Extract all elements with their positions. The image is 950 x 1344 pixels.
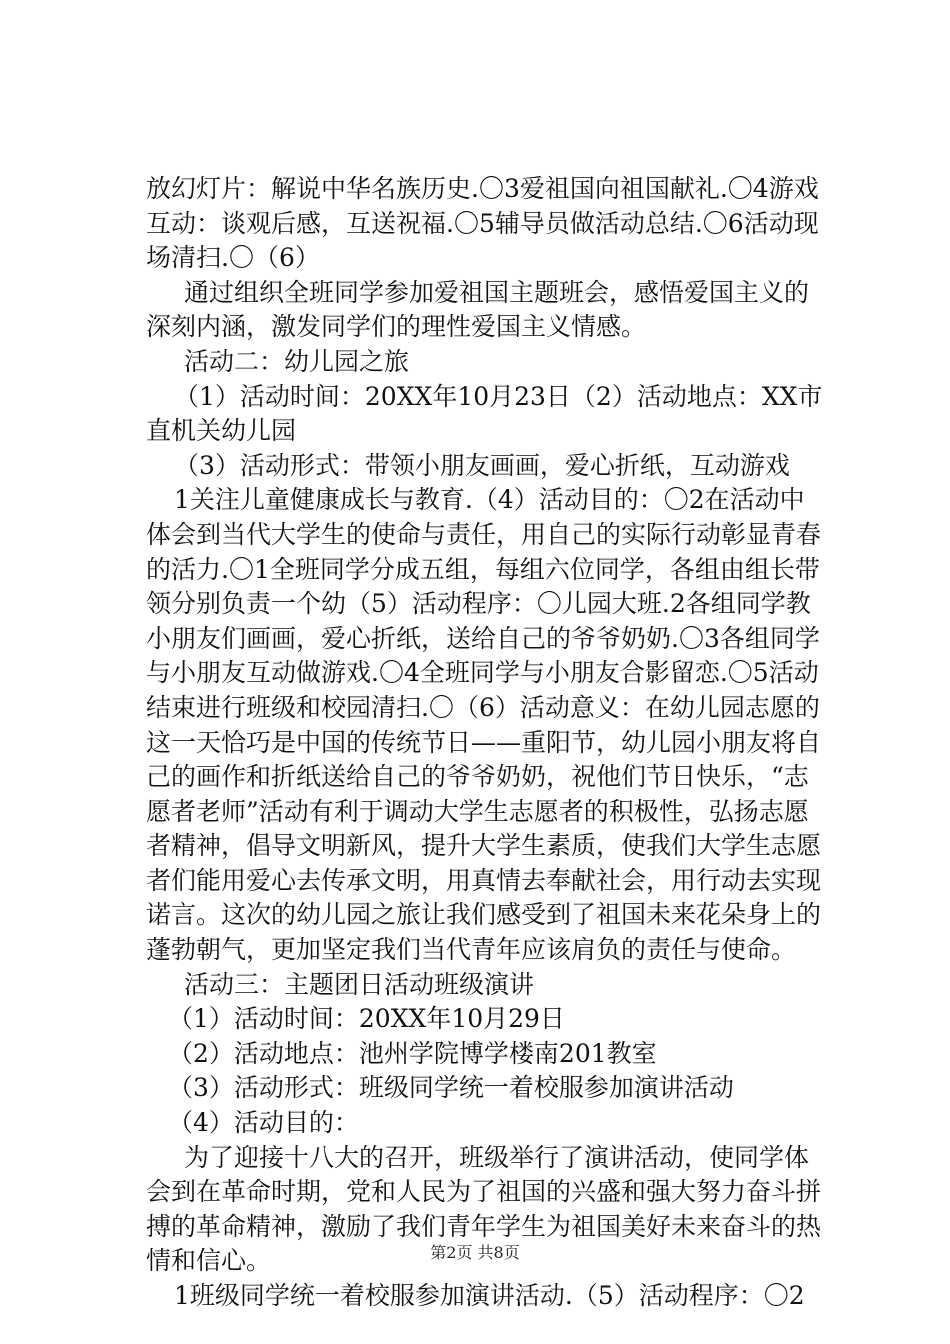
- text-line: 小朋友们画画，爱心折纸，送给自己的爷爷奶奶.〇3各组同学: [146, 623, 820, 653]
- text-line: 1关注儿童健康成长与教育.（4）活动目的：〇2在活动中: [174, 485, 805, 515]
- text-line: 场清扫.〇（6）: [146, 243, 320, 273]
- text-line: 的活力.〇1全班同学分成五组，每组六位同学，各组由组长带: [146, 554, 820, 584]
- text-line: （1）活动时间：20XX年10月29日: [168, 1004, 565, 1034]
- text-line: 领分别负责一个幼（5）活动程序：〇儿园大班.2各组同学教: [146, 589, 811, 619]
- text-line: 体会到当代大学生的使命与责任，用自己的实际行动彰显青春: [146, 519, 822, 549]
- text-line: 深刻内涵，激发同学们的理性爱国主义情感。: [146, 312, 647, 342]
- text-line: 诺言。这次的幼儿园之旅让我们感受到了祖国未来花朵身上的: [146, 900, 822, 930]
- text-line: 直机关幼儿园: [146, 416, 297, 446]
- text-line: 蓬勃朝气，更加坚定我们当代青年应该肩负的责任与使命。: [146, 935, 797, 965]
- text-line: 互动：谈观后感，互送祝福.〇5辅导员做活动总结.〇6活动现: [146, 208, 819, 238]
- text-line: 己的画作和折纸送给自己的爷爷奶奶，祝他们节日快乐，“志: [146, 762, 809, 792]
- text-line: （2）活动地点：池州学院博学楼南201教室: [168, 1038, 657, 1068]
- text-line: 会到在革命时期，党和人民为了祖国的兴盛和强大努力奋斗拼: [146, 1177, 822, 1207]
- text-line: 者们能用爱心去传承文明，用真情去奉献社会，用行动去实现: [146, 865, 822, 895]
- document-body: [146, 172, 836, 1314]
- text-line: 愿者老师”活动有利于调动大学生志愿者的积极性，弘扬志愿: [146, 796, 809, 826]
- text-line: （3）活动形式：班级同学统一着校服参加演讲活动: [168, 1073, 734, 1103]
- text-line: 这一天恰巧是中国的传统节日——重阳节，幼儿园小朋友将自: [146, 727, 822, 757]
- text-line: 活动三：主题团日活动班级演讲: [184, 969, 535, 999]
- text-line: 情和信心。: [146, 1246, 272, 1276]
- text-line: 通过组织全班同学参加爱祖国主题班会，感悟爱国主义的: [184, 277, 810, 307]
- text-line: 放幻灯片：解说中华名族历史.〇3爱祖国向祖国献礼.〇4游戏: [146, 174, 819, 203]
- text-line: 活动二：幼儿园之旅: [184, 346, 410, 376]
- page-footer: 第2页 共8页: [430, 1243, 520, 1262]
- text-line: 为了迎接十八大的召开，班级举行了演讲活动，使同学体: [184, 1142, 810, 1172]
- text-line: （1）活动时间：20XX年10月23日（2）活动地点：XX市: [174, 381, 823, 411]
- text-line: 结束进行班级和校园清扫.〇（6）活动意义：在幼儿园志愿的: [146, 692, 820, 722]
- text-line: 1班级同学统一着校服参加演讲活动.（5）活动程序：〇2: [174, 1281, 805, 1310]
- text-line: 与小朋友互动做游戏.〇4全班同学与小朋友合影留恋.〇5活动: [146, 658, 819, 688]
- text-line: （4）活动目的：: [168, 1108, 359, 1138]
- text-line: 搏的革命精神，激励了我们青年学生为祖国美好未来奋斗的热: [146, 1211, 822, 1241]
- text-line: 者精神，倡导文明新风，提升大学生素质，使我们大学生志愿: [146, 831, 822, 861]
- text-line: （3）活动形式：带领小朋友画画，爱心折纸，互动游戏: [174, 450, 790, 480]
